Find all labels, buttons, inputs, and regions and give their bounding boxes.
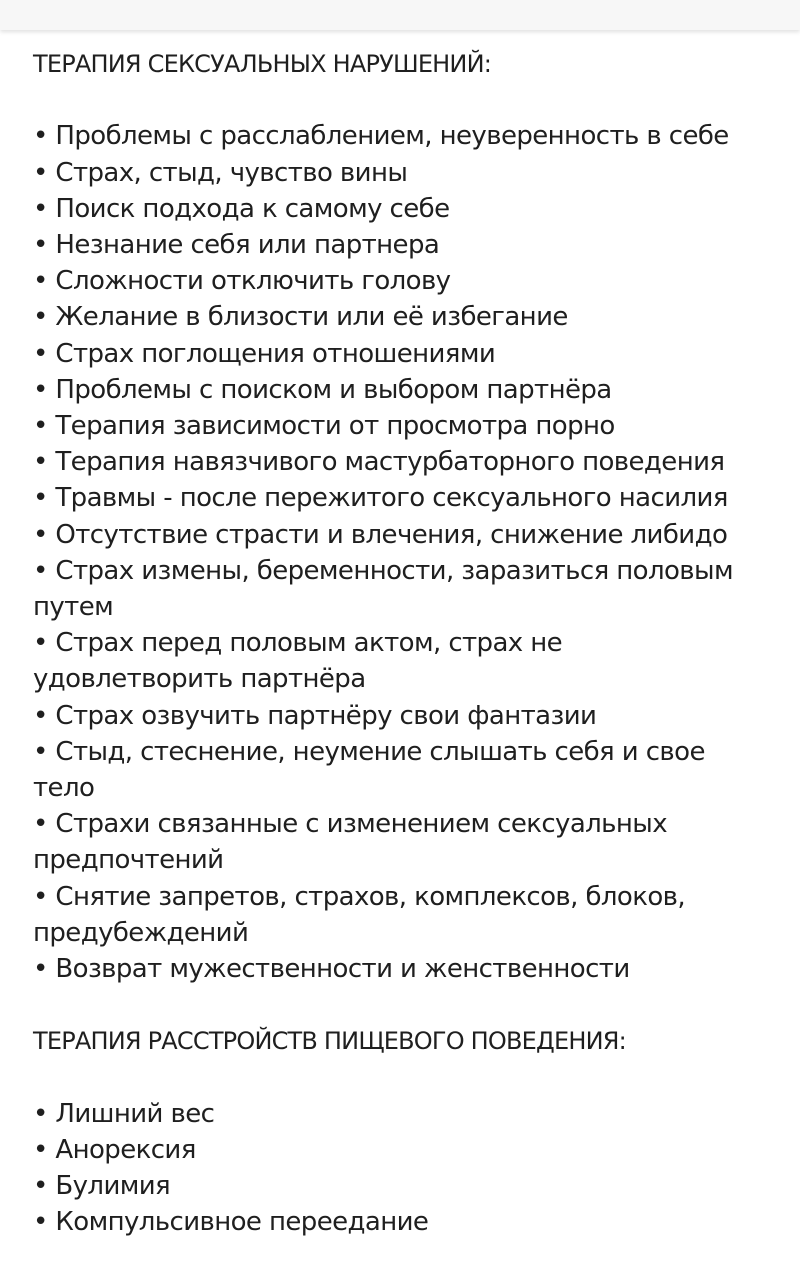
list-item: • Страх, стыд, чувство вины <box>33 157 408 188</box>
list-item: • Желание в близости или её избегание <box>33 302 568 333</box>
list-item: • Страх поглощения отношениями <box>33 338 496 369</box>
list-item: • Незнание себя или партнера <box>33 230 440 260</box>
list-item: • Стыд, стеснение, неумение слышать себя и свое тело <box>33 736 705 804</box>
top-bar <box>0 0 800 30</box>
list-item: • Проблемы с расслаблением, неуверенность в себе <box>33 121 729 152</box>
list-item: • Страхи связанные с изменением сексуальных предпочтений <box>33 809 668 876</box>
list-item: • Компульсивное переедание <box>33 1207 429 1238</box>
list-item: • Анорексия <box>33 1135 196 1166</box>
sexual-issues-list <box>33 118 793 987</box>
post-text <box>33 46 793 1241</box>
list-item: • Отсутствие страсти и влечения, снижение либидо <box>33 519 728 550</box>
section-heading-sexual: ТЕРАПИЯ СЕКСУАЛЬНЫХ НАРУШЕНИЙ: <box>33 50 492 78</box>
list-item: • Травмы - после пережитого сексуального насилия <box>33 483 728 514</box>
section-heading-eating: ТЕРАПИЯ РАССТРОЙСТВ ПИЩЕВОГО ПОВЕДЕНИЯ: <box>33 1027 626 1056</box>
eating-disorders-list <box>33 1096 793 1241</box>
list-item: • Терапия зависимости от просмотра порно <box>33 411 615 442</box>
blank-line <box>33 82 793 118</box>
blank-line <box>33 987 793 1023</box>
list-item: • Страх озвучить партнёру свои фантазии <box>33 700 597 731</box>
list-item: • Терапия навязчивого мастурбаторного поведения <box>33 447 725 478</box>
list-item: • Поиск подхода к самому себе <box>33 193 450 224</box>
list-item: • Сложности отключить голову <box>33 266 451 297</box>
list-item: • Страх перед половым актом, страх не удовлетворить партнёра <box>33 628 563 695</box>
list-item: • Проблемы с поиском и выбором партнёра <box>33 374 612 405</box>
list-item: • Булимия <box>33 1171 171 1202</box>
blank-line <box>33 1060 793 1096</box>
list-item: • Страх измены, беременности, заразиться половым путем <box>33 555 733 623</box>
list-item: • Снятие запретов, страхов, комплексов, блоков, предубеждений <box>33 881 686 948</box>
list-item: • Лишний вес <box>33 1098 215 1129</box>
list-item: • Возврат мужественности и женственности <box>33 954 630 985</box>
